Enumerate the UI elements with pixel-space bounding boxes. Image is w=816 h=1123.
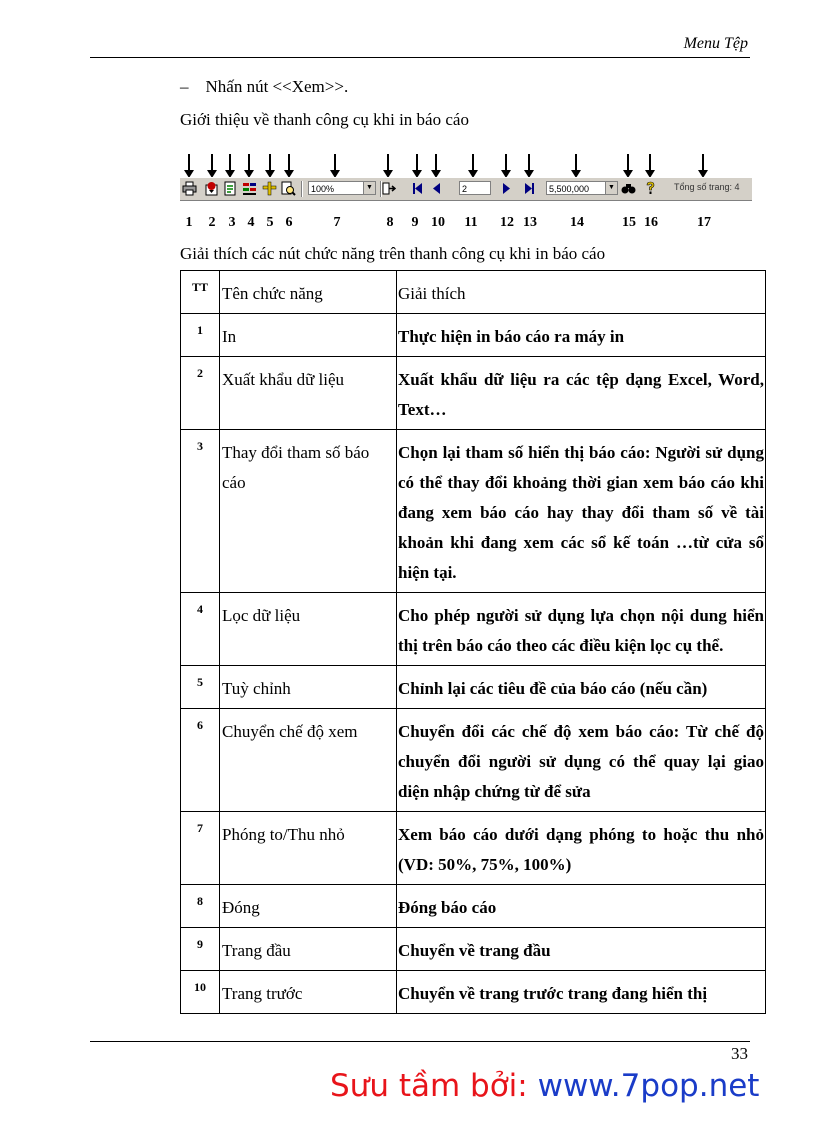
header-tt: TT — [181, 271, 220, 314]
toolbar-number: 15 — [622, 215, 636, 230]
toolbar-figure — [180, 152, 760, 232]
toolbar-number: 13 — [523, 215, 537, 230]
table-caption: Giải thích các nút chức năng trên thanh công cụ khi in báo cáo — [180, 244, 606, 263]
row-desc: Xem báo cáo dưới dạng phóng to hoặc thu nhỏ (VD: 50%, 75%, 100%) — [397, 812, 766, 885]
row-name: Chuyển chế độ xem — [220, 709, 397, 812]
toolbar-number: 17 — [697, 215, 711, 230]
row-name: Lọc dữ liệu — [220, 593, 397, 666]
row-name: Tuỳ chỉnh — [220, 666, 397, 709]
table-row — [181, 928, 766, 971]
row-tt: 2 — [181, 357, 220, 430]
watermark-prefix: Sưu tầm bởi: — [330, 1068, 538, 1104]
table-row — [181, 593, 766, 666]
toolbar-intro: Giới thiệu về thanh công cụ khi in báo cáo — [180, 110, 469, 129]
row-name: In — [220, 314, 397, 357]
row-tt: 1 — [181, 314, 220, 357]
bullet-dash: – — [180, 77, 189, 96]
amount-combo[interactable] — [546, 181, 618, 195]
function-table — [180, 270, 766, 1014]
amount-value: 5,500,000 — [549, 184, 590, 194]
page-number: 33 — [731, 1044, 748, 1063]
table-header-row — [181, 271, 766, 314]
table-row — [181, 709, 766, 812]
parameters-icon[interactable] — [223, 181, 238, 196]
row-name: Đóng — [220, 885, 397, 928]
table-row — [181, 971, 766, 1014]
row-tt: 8 — [181, 885, 220, 928]
table-row — [181, 812, 766, 885]
toolbar-number: 3 — [228, 215, 236, 230]
table-row — [181, 430, 766, 593]
row-desc: Đóng báo cáo — [397, 885, 766, 928]
bullet-text: Nhấn nút <<Xem>>. — [205, 77, 349, 96]
header-desc: Giải thích — [397, 271, 766, 314]
toolbar-number: 7 — [333, 215, 341, 230]
watermark-site: www.7pop.net — [537, 1068, 760, 1104]
watermark — [330, 1068, 759, 1104]
row-tt: 10 — [181, 971, 220, 1014]
next-page-icon[interactable] — [499, 181, 514, 196]
toolbar-number: 11 — [464, 215, 478, 230]
last-page-icon[interactable] — [522, 181, 537, 196]
row-name: Thay đổi tham số báo cáo — [220, 430, 397, 593]
table-row — [181, 357, 766, 430]
toolbar-number: 2 — [208, 215, 216, 230]
report-toolbar — [180, 177, 752, 201]
close-icon[interactable] — [381, 181, 396, 196]
customize-icon[interactable] — [262, 181, 277, 196]
toolbar-number: 4 — [247, 215, 255, 230]
page-number-input[interactable] — [459, 181, 491, 195]
filter-icon[interactable] — [242, 181, 257, 196]
row-tt: 4 — [181, 593, 220, 666]
row-name: Trang đầu — [220, 928, 397, 971]
row-desc: Chuyển đổi các chế độ xem báo cáo: Từ chế độ chuyển đổi người sử dụng có thể quay lại giao diện nhập chứng từ để sửa — [397, 709, 766, 812]
first-page-icon[interactable] — [410, 181, 425, 196]
toolbar-number: 12 — [500, 215, 514, 230]
toolbar-number: 5 — [266, 215, 274, 230]
header-name: Tên chức năng — [220, 271, 397, 314]
row-desc: Chuyển về trang đầu — [397, 928, 766, 971]
row-desc: Chỉnh lại các tiêu đề của báo cáo (nếu cần) — [397, 666, 766, 709]
footer-rule — [90, 1041, 750, 1042]
total-pages-label: Tổng số trang: 4 — [674, 182, 740, 192]
page-number-value: 2 — [462, 184, 468, 194]
zoom-value: 100% — [311, 184, 335, 194]
previous-page-icon[interactable] — [429, 181, 444, 196]
row-desc: Chuyển về trang trước trang đang hiển thị — [397, 971, 766, 1014]
row-name: Xuất khẩu dữ liệu — [220, 357, 397, 430]
help-icon[interactable] — [643, 181, 658, 196]
table-row — [181, 885, 766, 928]
row-tt: 7 — [181, 812, 220, 885]
toolbar-number: 9 — [411, 215, 419, 230]
header-title: Menu Tệp — [683, 35, 748, 52]
toolbar-number: 1 — [185, 215, 193, 230]
toolbar-number: 14 — [570, 215, 584, 230]
row-name: Phóng to/Thu nhỏ — [220, 812, 397, 885]
view-mode-icon[interactable] — [281, 181, 296, 196]
toolbar-number: 10 — [431, 215, 445, 230]
row-desc: Xuất khẩu dữ liệu ra các tệp dạng Excel, Word, Text… — [397, 357, 766, 430]
chevron-down-icon[interactable]: ▼ — [605, 182, 617, 194]
zoom-combo[interactable] — [308, 181, 376, 195]
row-desc: Chọn lại tham số hiển thị báo cáo: Người sử dụng có thể thay đổi khoảng thời gian xem báo cáo khi đang xem báo cáo hay thay đổi tham số về tài khoản khi đang xem các sổ kế toán …từ cửa sổ hiện tại. — [397, 430, 766, 593]
row-name: Trang trước — [220, 971, 397, 1014]
toolbar-number: 16 — [644, 215, 658, 230]
row-tt: 3 — [181, 430, 220, 593]
export-icon[interactable] — [204, 181, 219, 196]
bullet-line — [180, 77, 348, 97]
search-icon[interactable] — [621, 181, 636, 196]
table-row — [181, 314, 766, 357]
row-tt: 6 — [181, 709, 220, 812]
row-desc: Cho phép người sử dụng lựa chọn nội dung hiển thị trên báo cáo theo các điều kiện lọc cụ thể. — [397, 593, 766, 666]
table-row — [181, 666, 766, 709]
toolbar-number: 8 — [386, 215, 394, 230]
row-desc: Thực hiện in báo cáo ra máy in — [397, 314, 766, 357]
row-tt: 5 — [181, 666, 220, 709]
toolbar-number: 6 — [285, 215, 293, 230]
chevron-down-icon[interactable]: ▼ — [363, 182, 375, 194]
header-rule — [90, 57, 750, 58]
toolbar-separator — [301, 181, 303, 197]
printer-icon[interactable] — [182, 181, 197, 196]
row-tt: 9 — [181, 928, 220, 971]
